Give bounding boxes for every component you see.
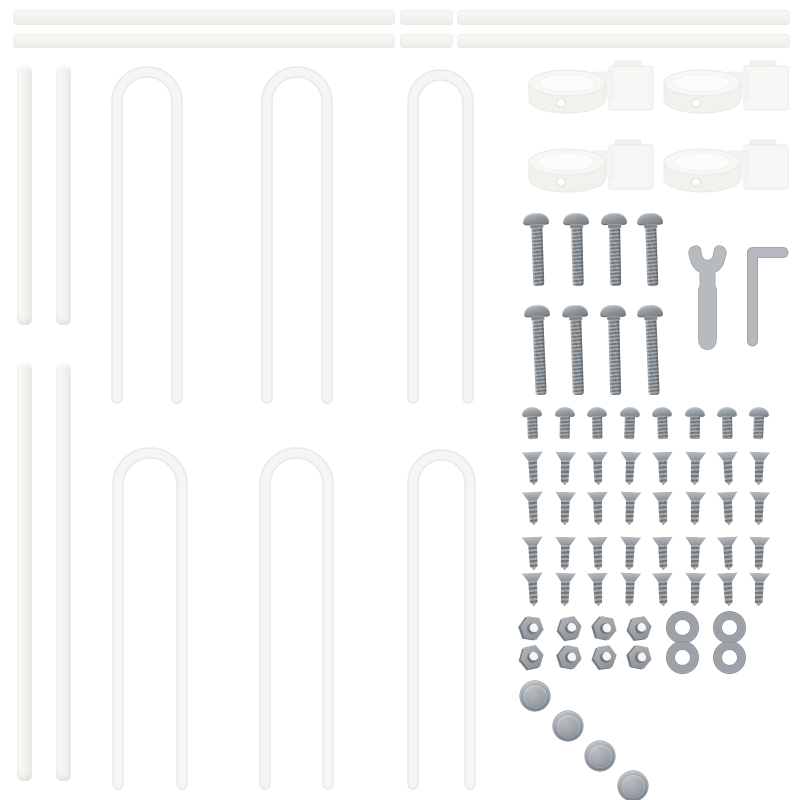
bolt-shaft bbox=[570, 320, 584, 395]
countersunk-screw bbox=[684, 537, 706, 571]
carriage-bolt bbox=[637, 213, 666, 287]
screw-shaft bbox=[528, 500, 538, 525]
hex-nut-hole bbox=[634, 622, 646, 634]
screw-head bbox=[748, 452, 769, 462]
hex-nut-hole bbox=[564, 622, 577, 635]
clamp-block bbox=[609, 145, 653, 189]
screw-shaft bbox=[657, 416, 668, 439]
screw-shaft bbox=[690, 500, 700, 525]
screw-shaft bbox=[658, 460, 668, 485]
countersunk-screw bbox=[586, 537, 608, 571]
countersunk-screw bbox=[684, 452, 706, 486]
screw-head bbox=[651, 573, 672, 583]
screw-head bbox=[748, 537, 769, 547]
washer bbox=[667, 642, 698, 673]
screw-shaft bbox=[754, 460, 764, 485]
end-cap bbox=[618, 771, 648, 800]
countersunk-screw bbox=[521, 572, 544, 606]
screw-head bbox=[651, 537, 672, 547]
hex-nut-body bbox=[556, 643, 584, 671]
bolt-shaft bbox=[532, 320, 546, 395]
screw-head bbox=[748, 573, 769, 583]
hex-nut bbox=[518, 643, 546, 671]
countersunk-screw bbox=[618, 451, 641, 485]
screw-shaft bbox=[527, 416, 538, 439]
pipe-clamp bbox=[664, 140, 788, 192]
screw-shaft bbox=[722, 416, 732, 439]
carriage-bolt bbox=[523, 213, 552, 287]
hex-nut-hole bbox=[598, 621, 611, 634]
screw-shaft bbox=[754, 581, 764, 606]
countersunk-screw bbox=[716, 536, 739, 570]
screw-head bbox=[554, 492, 575, 502]
countersunk-screw bbox=[716, 451, 739, 485]
hex-nut-hole bbox=[564, 651, 577, 664]
clamp-ring-opening bbox=[539, 154, 595, 171]
pan-head-screw bbox=[587, 407, 608, 439]
screw-head bbox=[684, 573, 705, 583]
screw-shaft bbox=[560, 581, 570, 606]
clamp-block bbox=[609, 66, 653, 110]
end-cap bbox=[520, 681, 550, 711]
carriage-bolt bbox=[601, 213, 628, 286]
screw-head bbox=[586, 492, 607, 502]
screw-head bbox=[554, 452, 575, 462]
countersunk-screw bbox=[521, 536, 544, 570]
screw-head bbox=[684, 492, 705, 502]
clamp-ring-opening bbox=[674, 154, 730, 171]
screw-shaft bbox=[593, 500, 603, 525]
pan-head-screw bbox=[619, 407, 640, 440]
carriage-bolt bbox=[524, 304, 554, 395]
countersunk-screw bbox=[554, 573, 576, 607]
clamp-screw-hole bbox=[557, 178, 566, 186]
pipe-clamp bbox=[529, 61, 653, 113]
hex-nut-body bbox=[518, 643, 546, 671]
hex-nut-body bbox=[591, 643, 618, 670]
countersunk-screw bbox=[651, 452, 673, 486]
screw-shaft bbox=[690, 460, 700, 485]
countersunk-screw bbox=[554, 537, 576, 571]
pan-head-screw bbox=[555, 407, 576, 439]
hex-nut-body bbox=[626, 643, 654, 671]
bolt-shaft bbox=[645, 320, 659, 395]
screw-shaft bbox=[658, 500, 668, 525]
hex-nut bbox=[591, 614, 619, 642]
hairpin-rod bbox=[413, 75, 468, 398]
screw-head bbox=[521, 491, 542, 501]
pipe-clamp bbox=[529, 140, 653, 192]
hairpin-rod-outline bbox=[413, 75, 468, 398]
screw-head bbox=[651, 452, 672, 462]
screw-head bbox=[651, 492, 672, 502]
carriage-bolt bbox=[637, 304, 667, 395]
hairpin-rod bbox=[118, 453, 182, 784]
screw-shaft bbox=[560, 500, 570, 525]
countersunk-screw bbox=[586, 492, 608, 526]
screw-shaft bbox=[690, 416, 700, 439]
countersunk-screw bbox=[618, 572, 641, 606]
countersunk-screw bbox=[651, 573, 673, 607]
countersunk-screw bbox=[684, 492, 706, 526]
bolt-shaft bbox=[608, 320, 621, 395]
hairpin-rod-outline bbox=[267, 72, 327, 398]
clamp-screw-hole bbox=[692, 178, 701, 186]
countersunk-screw bbox=[651, 492, 673, 526]
screw-shaft bbox=[560, 460, 570, 485]
screw-shaft bbox=[723, 460, 733, 485]
bolt-shaft bbox=[609, 228, 621, 286]
countersunk-screw bbox=[618, 536, 641, 570]
hex-nut-body bbox=[556, 614, 584, 642]
bolt-shaft bbox=[531, 228, 544, 286]
hex-nut bbox=[626, 614, 653, 641]
screw-shaft bbox=[723, 581, 733, 606]
pan-head-screw bbox=[717, 407, 738, 439]
countersunk-screw bbox=[748, 537, 770, 571]
countersunk-screw bbox=[716, 572, 739, 606]
screw-head bbox=[586, 537, 607, 547]
pan-head-screw bbox=[748, 407, 769, 440]
screw-head bbox=[521, 451, 542, 461]
screw-shaft bbox=[723, 500, 733, 525]
hex-nut bbox=[518, 614, 545, 641]
screw-shaft bbox=[624, 460, 634, 485]
hairpin-rod bbox=[265, 453, 328, 784]
screw-shaft bbox=[754, 545, 764, 570]
countersunk-screw bbox=[586, 573, 608, 607]
countersunk-screw bbox=[684, 573, 706, 607]
countersunk-screw bbox=[748, 492, 770, 526]
screw-shaft bbox=[658, 581, 668, 606]
screw-shaft bbox=[723, 545, 733, 570]
countersunk-screw bbox=[521, 451, 544, 485]
hex-nut-hole bbox=[525, 650, 538, 663]
hex-nut bbox=[556, 614, 584, 642]
screw-head bbox=[554, 537, 575, 547]
screw-shaft bbox=[592, 416, 602, 439]
screw-head bbox=[586, 573, 607, 583]
bolt-shaft bbox=[645, 228, 658, 286]
screw-shaft bbox=[624, 545, 634, 570]
screw-head bbox=[716, 572, 737, 582]
countersunk-screw bbox=[748, 573, 770, 607]
end-cap bbox=[585, 741, 615, 771]
pan-head-screw bbox=[522, 407, 543, 440]
clamp-ring-opening bbox=[674, 75, 730, 92]
bolt-shaft bbox=[571, 228, 584, 286]
screw-head bbox=[586, 452, 607, 462]
carriage-bolt bbox=[600, 305, 628, 396]
washer bbox=[667, 612, 698, 643]
hex-key-outline bbox=[753, 253, 784, 342]
screw-head bbox=[554, 573, 575, 583]
hex-nut-body bbox=[626, 614, 653, 641]
screw-shaft bbox=[690, 545, 700, 570]
screw-shaft bbox=[593, 581, 603, 606]
screw-head bbox=[521, 572, 542, 582]
countersunk-screw bbox=[554, 492, 576, 526]
countersunk-screw bbox=[716, 491, 739, 525]
countersunk-screw bbox=[748, 452, 770, 486]
screw-head bbox=[521, 536, 542, 546]
hex-nut-hole bbox=[526, 622, 538, 634]
countersunk-screw bbox=[618, 491, 641, 525]
carriage-bolt bbox=[562, 305, 591, 396]
end-cap bbox=[553, 711, 583, 741]
screw-shaft bbox=[560, 545, 570, 570]
screw-head bbox=[716, 536, 737, 546]
hairpin-rod-outline bbox=[118, 453, 182, 784]
hex-nut-body bbox=[591, 614, 619, 642]
countersunk-screw bbox=[554, 452, 576, 486]
screw-shaft bbox=[754, 500, 764, 525]
screw-shaft bbox=[528, 581, 538, 606]
pipe-clamp bbox=[664, 61, 788, 113]
screw-shaft bbox=[690, 581, 700, 606]
clamp-ring-opening bbox=[539, 75, 595, 92]
countersunk-screw bbox=[586, 452, 608, 486]
hex-nut bbox=[626, 643, 654, 671]
screw-shaft bbox=[528, 545, 538, 570]
clamp-block bbox=[744, 66, 788, 110]
carriage-bolt bbox=[563, 213, 591, 287]
screw-shaft bbox=[658, 545, 668, 570]
countersunk-screw bbox=[521, 491, 544, 525]
screw-head bbox=[748, 492, 769, 502]
hex-nut-hole bbox=[599, 651, 611, 663]
screw-head bbox=[716, 451, 737, 461]
screw-shaft bbox=[593, 545, 603, 570]
hex-nut bbox=[556, 643, 584, 671]
hairpin-rod bbox=[267, 72, 327, 398]
hairpin-rod bbox=[117, 72, 177, 398]
screw-head bbox=[684, 452, 705, 462]
clamp-block bbox=[744, 145, 788, 189]
screw-shaft bbox=[624, 500, 634, 525]
washer bbox=[714, 612, 745, 643]
pan-head-screw bbox=[652, 407, 673, 440]
screw-shaft bbox=[624, 581, 634, 606]
washer bbox=[714, 642, 745, 673]
pan-head-screw bbox=[685, 407, 706, 439]
screw-shaft bbox=[528, 460, 538, 485]
countersunk-screw bbox=[651, 537, 673, 571]
hex-nut-hole bbox=[633, 650, 646, 663]
hex-nut bbox=[591, 643, 618, 670]
screw-head bbox=[716, 491, 737, 501]
clamp-screw-hole bbox=[557, 99, 566, 107]
screw-shaft bbox=[560, 416, 570, 439]
clamp-screw-hole bbox=[692, 99, 701, 107]
screw-shaft bbox=[624, 416, 635, 439]
screw-head bbox=[684, 537, 705, 547]
screw-shaft bbox=[753, 416, 764, 439]
screw-shaft bbox=[593, 460, 603, 485]
hairpin-rod-outline bbox=[413, 455, 470, 784]
hairpin-rod bbox=[413, 455, 470, 784]
hairpin-rod-outline bbox=[265, 453, 328, 784]
hex-nut-body bbox=[518, 614, 545, 641]
open-end-wrench bbox=[689, 246, 727, 350]
hairpin-rod-outline bbox=[117, 72, 177, 398]
